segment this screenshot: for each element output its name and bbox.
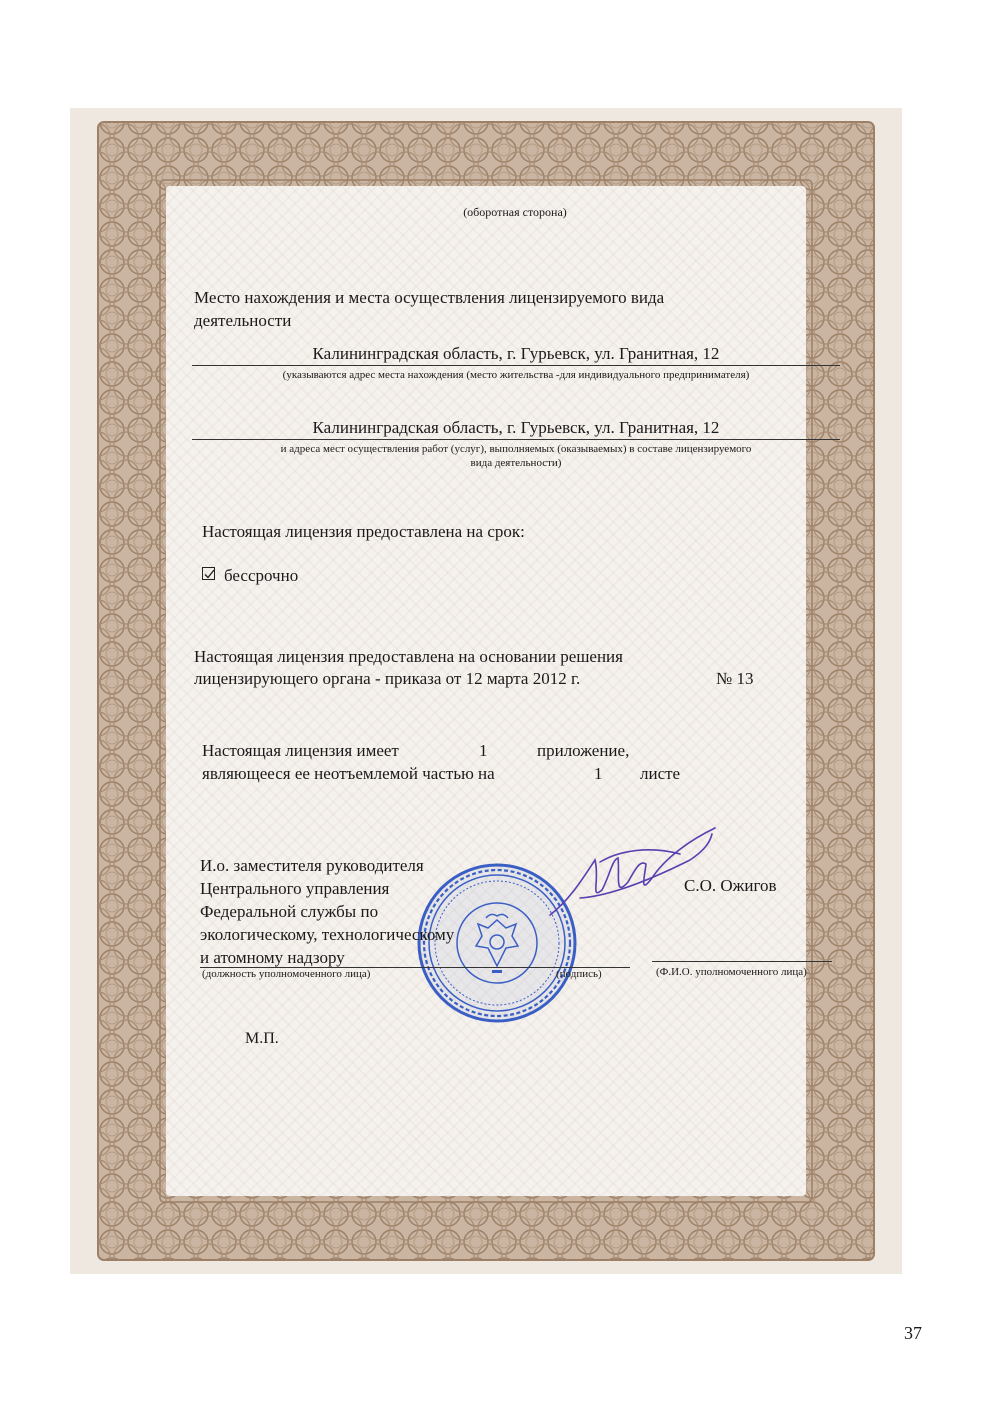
appendix-sheets: 1 <box>594 764 603 783</box>
signatory-position-line: И.о. заместителя руководителя <box>200 856 424 875</box>
appendix-line2-tail: листе <box>640 764 681 783</box>
license-back-side-scan <box>70 108 902 1274</box>
basis-order-number: № 13 <box>716 669 754 688</box>
checkmark-icon <box>203 568 216 581</box>
address-2-rule <box>192 439 840 440</box>
header-note: (оборотная сторона) <box>463 205 567 219</box>
seal-place-label: М.П. <box>245 1030 279 1047</box>
term-checkbox <box>202 567 215 580</box>
name-line <box>652 961 832 962</box>
address-2: Калининградская область, г. Гурьевск, ул. Гранитная, 12 <box>312 418 720 437</box>
appendix-line2-text: являющееся ее неотъемлемой частью на <box>202 764 495 783</box>
address-1-caption: (указываются адрес места нахождения (место жительства -для индивидуального предпринимателя) <box>282 369 750 381</box>
address-1-rule <box>192 365 840 366</box>
location-heading-line2: деятельности <box>194 311 292 330</box>
appendix-line1-text: Настоящая лицензия имеет <box>202 741 399 760</box>
basis-line1: Настоящая лицензия предоставлена на основании решения <box>194 647 623 666</box>
address-2-caption-line1: и адреса мест осуществления работ (услуг), выполняемых (оказываемых) в составе лицензируемого <box>280 443 752 455</box>
term-option-label: бессрочно <box>224 566 299 585</box>
address-2-caption-line2: вида деятельности) <box>470 457 562 469</box>
page-number: 37 <box>904 1323 922 1343</box>
caption-position: (должность уполномоченного лица) <box>202 968 371 980</box>
signatory-position-line: и атомному надзору <box>200 948 345 967</box>
signatory-position-line: Федеральной службы по <box>200 902 379 921</box>
caption-name: (Ф.И.О. уполномоченного лица) <box>656 966 807 978</box>
appendix-line1-tail: приложение, <box>537 741 630 760</box>
basis-line2: лицензирующего органа - приказа от 12 марта 2012 г. <box>194 669 581 688</box>
term-heading: Настоящая лицензия предоставлена на срок: <box>202 522 525 541</box>
signatory-position-line: экологическому, технологическому <box>200 925 455 944</box>
address-1: Калининградская область, г. Гурьевск, ул. Гранитная, 12 <box>312 344 720 363</box>
location-heading-line1: Место нахождения и места осуществления лицензируемого вида <box>194 288 665 307</box>
caption-signature: (подпись) <box>556 968 602 980</box>
signatory-name: С.О. Ожигов <box>684 876 777 895</box>
signatory-position-line: Центрального управления <box>200 879 390 898</box>
appendix-count: 1 <box>479 741 488 760</box>
handwritten-signature <box>540 820 740 930</box>
